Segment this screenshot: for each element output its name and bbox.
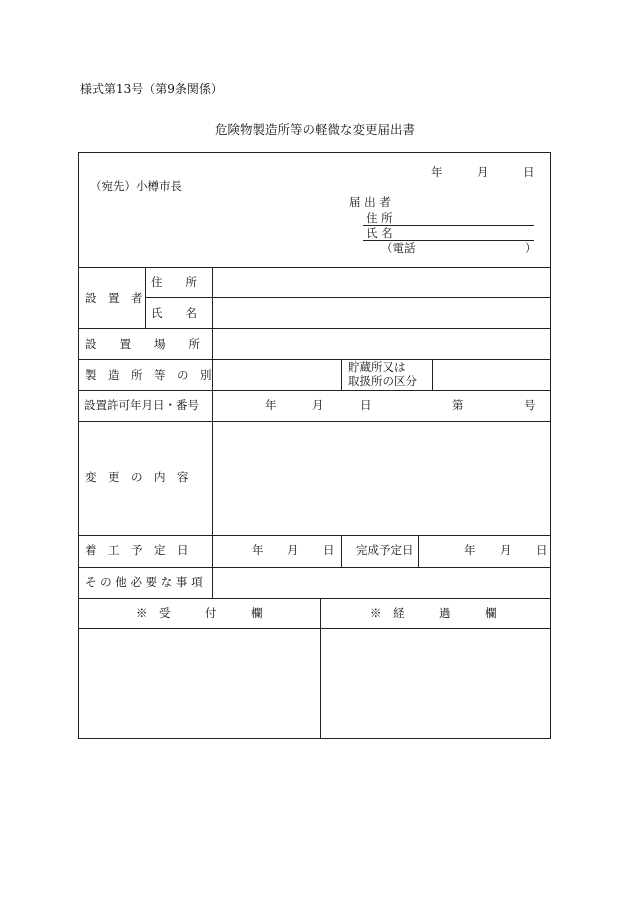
column-divider [341, 359, 342, 390]
progress-label: ※ 経 過 欄 [370, 606, 497, 620]
permit-dai: 第 [452, 398, 464, 412]
addressee: （宛先）小樽市長 [90, 179, 182, 193]
start-month: 月 [287, 543, 299, 557]
permit-go: 号 [524, 398, 536, 412]
column-divider [320, 598, 321, 739]
permit-date-label: 設置許可年月日・番号 [84, 398, 199, 412]
installer-name-label: 氏 名 [151, 306, 197, 320]
facility-type-label: 製 造 所 等 の 別 [85, 368, 212, 382]
completion-label: 完成予定日 [356, 543, 414, 557]
column-divider [418, 535, 419, 567]
permit-year: 年 [265, 398, 277, 412]
column-divider [341, 535, 342, 567]
storage-class-label-1: 貯蔵所又は [348, 360, 406, 374]
start-year: 年 [252, 543, 264, 557]
permit-month: 月 [312, 398, 324, 412]
reception-label: ※ 受 付 欄 [136, 606, 263, 620]
start-day: 日 [323, 543, 335, 557]
row-divider [78, 267, 551, 268]
address-label: 住 所 [366, 211, 393, 225]
installer-label: 設 置 者 [85, 291, 143, 305]
phone-close: ） [525, 241, 537, 255]
row-divider [78, 535, 551, 536]
installer-address-label: 住 所 [151, 275, 197, 289]
form-number: 様式第13号（第9条関係） [80, 82, 223, 96]
row-divider [78, 421, 551, 422]
row-divider [78, 598, 551, 599]
phone-open: （電話 [381, 241, 416, 255]
storage-class-label-2: 取扱所の区分 [348, 374, 417, 388]
location-label: 設 置 場 所 [85, 337, 200, 351]
change-content-label: 変 更 の 内 容 [85, 470, 189, 484]
document-title: 危険物製造所等の軽微な変更届出書 [214, 122, 415, 137]
row-divider [78, 567, 551, 568]
completion-day: 日 [536, 543, 548, 557]
column-divider [145, 267, 146, 328]
name-label: 氏 名 [366, 226, 393, 240]
other-label: そ の 他 必 要 な 事 項 [85, 575, 203, 589]
row-divider [78, 628, 551, 629]
start-date-label: 着 工 予 定 日 [85, 543, 189, 557]
header-month: 月 [477, 165, 489, 179]
notifier-label: 届 出 者 [349, 195, 391, 209]
row-divider [78, 359, 551, 360]
completion-month: 月 [500, 543, 512, 557]
column-divider [212, 267, 213, 598]
row-divider [78, 328, 551, 329]
header-year: 年 [431, 165, 443, 179]
row-divider [78, 390, 551, 391]
row-divider [145, 297, 551, 298]
completion-year: 年 [464, 543, 476, 557]
permit-day: 日 [360, 398, 372, 412]
header-day: 日 [523, 165, 535, 179]
column-divider [432, 359, 433, 390]
